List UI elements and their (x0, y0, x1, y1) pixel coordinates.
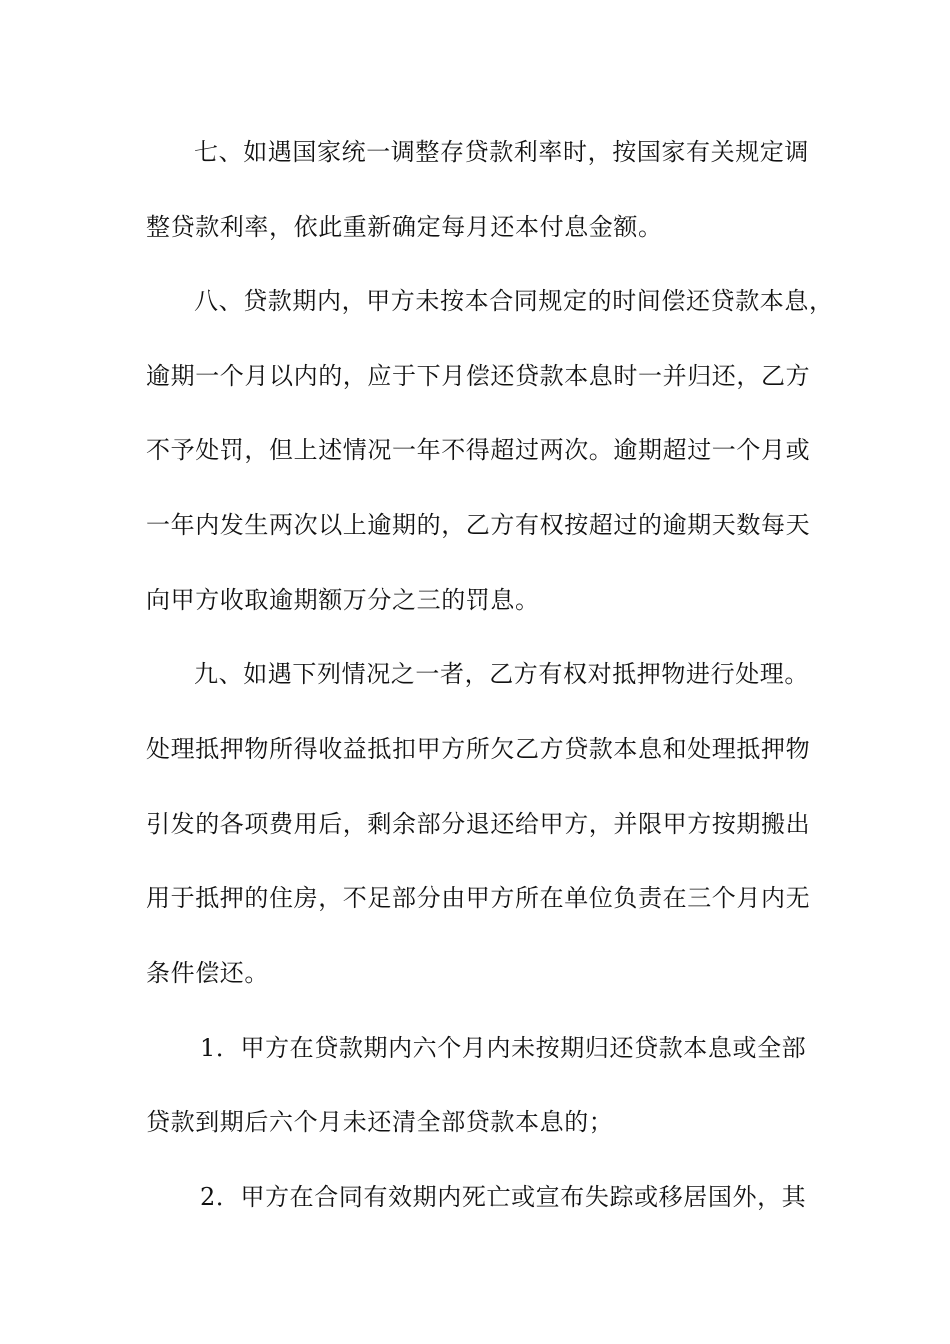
clause-8-line-5: 向甲方收取逾期额万分之三的罚息。 (146, 586, 540, 614)
clause-7-line-1: 七、如遇国家统一调整存贷款利率时，按国家有关规定调 (194, 138, 809, 166)
clause-9-line-5: 条件偿还。 (146, 959, 269, 987)
clause-8-line-2: 逾期一个月以内的，应于下月偿还贷款本息时一并归还，乙方 (146, 362, 811, 390)
clause-8-line-4: 一年内发生两次以上逾期的，乙方有权按超过的逾期天数每天 (146, 511, 811, 539)
item-2-line-1: 2．甲方在合同有效期内死亡或宣布失踪或移居国外，其 (200, 1183, 807, 1211)
item-1-line-1: 1．甲方在贷款期内六个月内未按期归还贷款本息或全部 (200, 1034, 807, 1062)
item-1-line-2: 贷款到期后六个月未还清全部贷款本息的； (146, 1108, 614, 1136)
clause-8-line-1: 八、贷款期内，甲方未按本合同规定的时间偿还贷款本息， (194, 287, 834, 315)
clause-9-line-1: 九、如遇下列情况之一者，乙方有权对抵押物进行处理。 (194, 660, 809, 688)
clause-9-line-2: 处理抵押物所得收益抵扣甲方所欠乙方贷款本息和处理抵押物 (146, 735, 811, 763)
clause-8-line-3: 不予处罚，但上述情况一年不得超过两次。逾期超过一个月或 (146, 436, 811, 464)
clause-7-line-2: 整贷款利率，依此重新确定每月还本付息金额。 (146, 213, 663, 241)
clause-9-line-3: 引发的各项费用后，剩余部分退还给甲方，并限甲方按期搬出 (146, 810, 811, 838)
clause-9-line-4: 用于抵押的住房，不足部分由甲方所在单位负责在三个月内无 (146, 884, 811, 912)
